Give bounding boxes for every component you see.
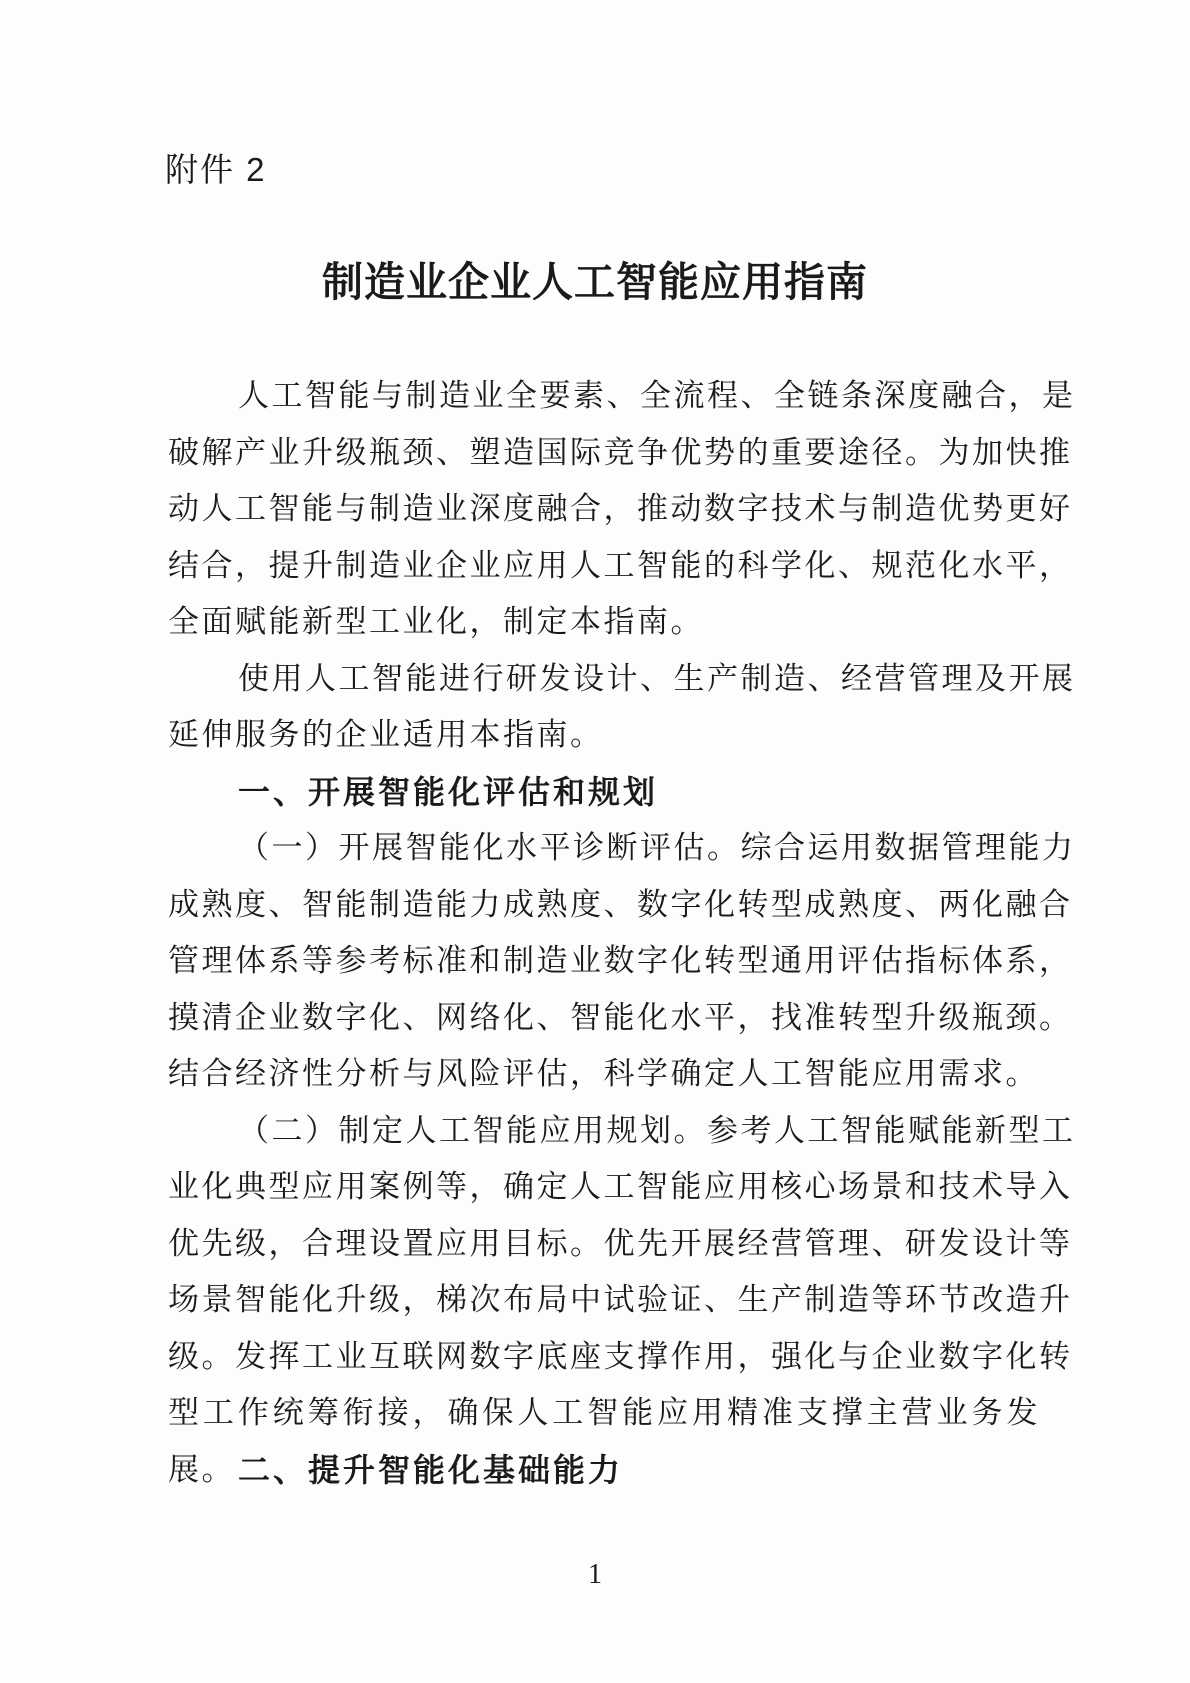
body-line: 优先级，合理设置应用目标。优先开展经营管理、研发设计等 xyxy=(168,1225,1073,1261)
body-line: 延伸服务的企业适用本指南。 xyxy=(168,717,604,752)
body-line: （二）制定人工智能应用规划。参考人工智能赋能新型工 xyxy=(238,1112,1076,1148)
attachment-label: 附件 2 xyxy=(165,151,267,188)
body-line: 业化典型应用案例等，确定人工智能应用核心场景和技术导入 xyxy=(168,1169,1073,1204)
body-line: 人工智能与制造业全要素、全流程、全链条深度融合，是 xyxy=(238,378,1076,413)
document-title: 制造业企业人工智能应用指南 xyxy=(322,259,868,305)
section-heading: 二、提升智能化基础能力 xyxy=(238,1451,624,1488)
body-line: 结合经济性分析与风险评估，科学确定人工智能应用需求。 xyxy=(168,1056,1039,1091)
body-line: 使用人工智能进行研发设计、生产制造、经营管理及开展 xyxy=(238,660,1076,696)
body-line: 成熟度、智能制造能力成熟度、数字化转型成熟度、两化融合 xyxy=(168,886,1073,922)
body-line: 结合，提升制造业企业应用人工智能的科学化、规范化水平， xyxy=(168,547,1073,583)
body-line: 动人工智能与制造业深度融合，推动数字技术与制造优势更好 xyxy=(168,491,1073,526)
body-line: 场景智能化升级，梯次布局中试验证、生产制造等环节改造升 xyxy=(168,1282,1073,1317)
page-number: 1 xyxy=(588,1559,602,1590)
body-line: 全面赋能新型工业化，制定本指南。 xyxy=(168,604,704,639)
body-line: （一）开展智能化水平诊断评估。综合运用数据管理能力 xyxy=(238,830,1076,865)
document-body xyxy=(168,368,1076,1498)
body-line: 破解产业升级瓶颈、塑造国际竞争优势的重要途径。为加快推 xyxy=(168,434,1073,470)
body-line: 型工作统筹衔接，确保人工智能应用精准支撑主营业务发展。 xyxy=(168,1395,1040,1487)
body-line: 管理体系等参考标准和制造业数字化转型通用评估指标体系， xyxy=(168,943,1073,978)
body-line: 摸清企业数字化、网络化、智能化水平，找准转型升级瓶颈。 xyxy=(168,999,1073,1035)
section-heading: 一、开展智能化评估和规划 xyxy=(238,773,659,810)
body-line: 级。发挥工业互联网数字底座支撑作用，强化与企业数字化转 xyxy=(168,1338,1073,1374)
